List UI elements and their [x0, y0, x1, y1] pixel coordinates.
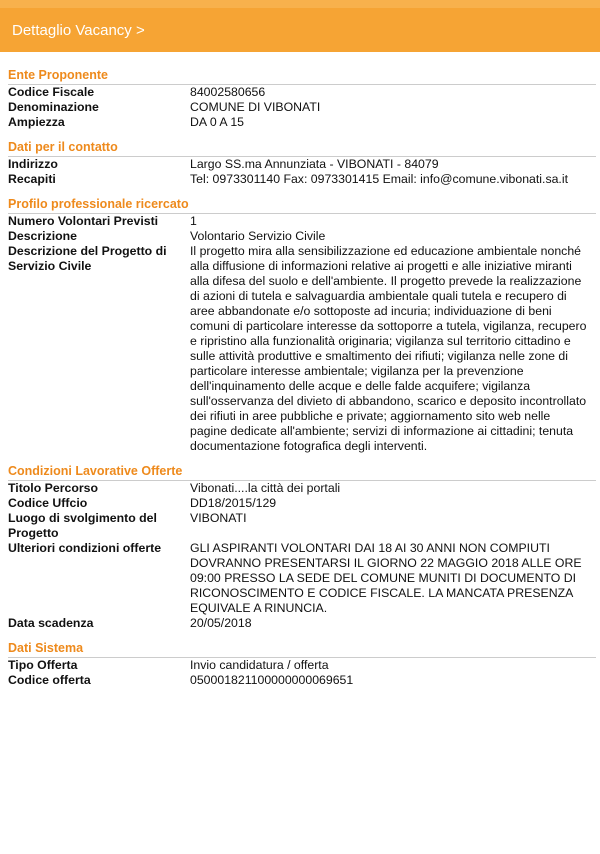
- field-row: [8, 673, 596, 688]
- field-value: Volontario Servizio Civile: [190, 229, 326, 243]
- section-title: Dati per il contatto: [8, 136, 596, 157]
- field-label: Tipo Offerta: [8, 658, 78, 672]
- field-label: Denominazione: [8, 100, 99, 114]
- field-label: Descrizione del Progetto di Servizio Civile: [8, 244, 167, 273]
- field-row: [8, 541, 596, 616]
- field-row: [8, 157, 596, 172]
- field-label: Recapiti: [8, 172, 56, 186]
- field-label: Ampiezza: [8, 115, 65, 129]
- field-value: DD18/2015/129: [190, 496, 277, 510]
- field-row: [8, 100, 596, 115]
- field-label: Codice Fiscale: [8, 85, 95, 99]
- field-row: [8, 658, 596, 673]
- field-value: Vibonati....la città dei portali: [190, 481, 341, 495]
- field-row: [8, 616, 596, 631]
- section-title: Ente Proponente: [8, 64, 596, 85]
- field-value: COMUNE DI VIBONATI: [190, 100, 321, 114]
- field-label: Codice offerta: [8, 673, 91, 687]
- field-label: Ulteriori condizioni offerte: [8, 541, 162, 555]
- field-row: [8, 511, 596, 541]
- section-title: Profilo professionale ricercato: [8, 193, 596, 214]
- field-row: [8, 244, 596, 454]
- section-title: Condizioni Lavorative Offerte: [8, 460, 596, 481]
- field-value: VIBONATI: [190, 511, 247, 525]
- field-value: Largo SS.ma Annunziata - VIBONATI - 84079: [190, 157, 439, 171]
- field-label: Codice Uffcio: [8, 496, 88, 510]
- field-label: Indirizzo: [8, 157, 58, 171]
- field-row: [8, 496, 596, 511]
- section-profilo-professionale: [8, 193, 596, 454]
- section-condizioni-lavorative: [8, 460, 596, 631]
- vacancy-detail-link[interactable]: Dettaglio Vacancy >: [12, 22, 145, 39]
- field-label: Numero Volontari Previsti: [8, 214, 159, 228]
- section-dati-sistema: [8, 637, 596, 688]
- field-label: Luogo di svolgimento del Progetto: [8, 511, 157, 540]
- field-value: 20/05/2018: [190, 616, 252, 630]
- field-value: Invio candidatura / offerta: [190, 658, 329, 672]
- field-value: Tel: 0973301140 Fax: 0973301415 Email: info@comune.vibonati.sa.it: [190, 172, 568, 186]
- field-value: Il progetto mira alla sensibilizzazione ed educazione ambientale nonché alla diffusione di informazioni relative ai progetti e alle iniziative miranti alla difesa del suolo e dell'ambiente. Il progetto prevede la realizzazione di azioni di tutela e salvaguardia ambientale quali tutela e recupero di aree abbandonate e/o sottoposte ad incuria; individuazione di beni comuni di particolare interesse da sottoporre a tutela, vigilanza, recupero e ripristino alla funzionalità originaria; vigilanza sul territorio cittadino e sulle attività produttive e smaltimento dei rifiuti; vigilanza nelle zone di particolare interesse ambientale; vigilanza per la prevenzione dell'inquinamento delle acque e delle falde acquifere; vigilanza sull'osservanza del divieto di abbandono, scarico e deposito incontrollato dei rifiuti in aree pubbliche e private; aggiornamento sito web nelle pagine dedicate all'ambiente; servizi di informazione ai cittadini; tenuta documentazione fotografica degli interventi.: [190, 244, 587, 453]
- field-value: 84002580656: [190, 85, 266, 99]
- field-label: Data scadenza: [8, 616, 94, 630]
- field-row: [8, 214, 596, 229]
- vacancy-detail: [8, 64, 596, 688]
- section-dati-contatto: [8, 136, 596, 187]
- field-value: 050001821100000000069651: [190, 673, 354, 687]
- field-row: [8, 229, 596, 244]
- field-value: 1: [190, 214, 197, 228]
- field-row: [8, 481, 596, 496]
- field-label: Descrizione: [8, 229, 78, 243]
- field-value: GLI ASPIRANTI VOLONTARI DAI 18 AI 30 ANNI NON COMPIUTI DOVRANNO PRESENTARSI IL GIORNO 22 MAGGIO 2018 ALLE ORE 09:00 PRESSO LA SEDE DEL COMUNE MUNITI DI DOCUMENTO DI RICONOSCIMENTO E CODICE FISCALE. LA MANCATA PRESENZA EQUIVALE A RINUNCIA.: [190, 541, 582, 615]
- field-row: [8, 115, 596, 130]
- section-title: Dati Sistema: [8, 637, 596, 658]
- field-value: DA 0 A 15: [190, 115, 245, 129]
- section-ente-proponente: [8, 64, 596, 130]
- page-header: [0, 0, 600, 52]
- field-row: [8, 85, 596, 100]
- field-label: Titolo Percorso: [8, 481, 98, 495]
- field-row: [8, 172, 596, 187]
